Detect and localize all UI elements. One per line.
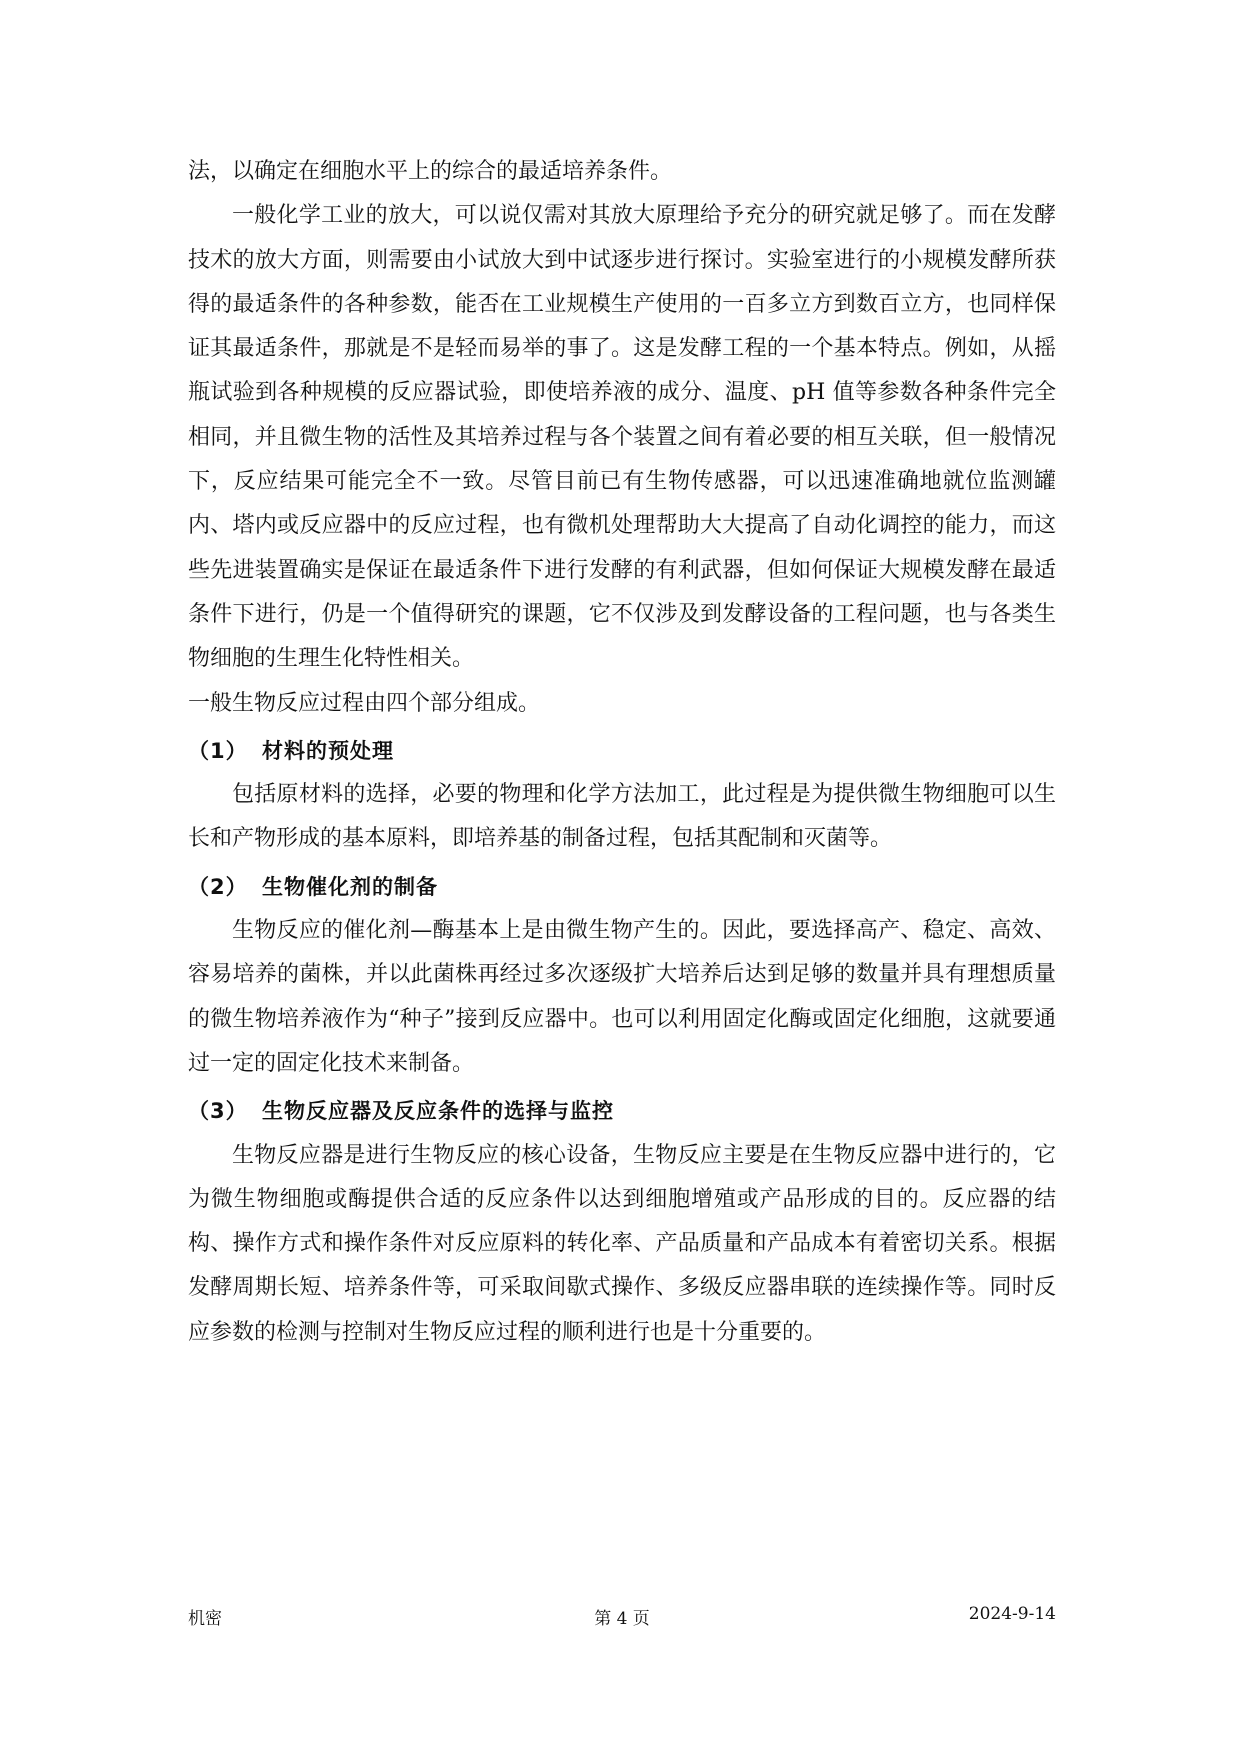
section-title: 生物催化剂的制备 bbox=[262, 874, 438, 899]
paragraph-scale-up: 一般化学工业的放大，可以说仅需对其放大原理给予充分的研究就足够了。而在发酵技术的放大方面，则需要由小试放大到中试逐步进行探讨。实验室进行的小规模发酵所获得的最适条件的各种参数，能否在工业规模生产使用的一百多立方到数百立方，也同样保证其最适条件，那就是不是轻而易举的事了。这是发酵工程的一个基本特点。例如，从摇瓶试验到各种规模的反应器试验，即使培养液的成分、温度、pH 值等参数各种条件完全相同，并且微生物的活性及其培养过程与各个装置之间有着必要的相互关联，但一般情况下，反应结果可能完全不一致。尽管目前已有生物传感器，可以迅速准确地就位监测罐内、塔内或反应器中的反应过程，也有微机处理帮助大大提高了自动化调控的能力，而这些先进装置确实是保证在最适条件下进行发酵的有利武器，但如何保证大规模发酵在最适条件下进行，仍是一个值得研究的课题，它不仅涉及到发酵设备的工程问题，也与各类生物细胞的生理生化特性相关。 bbox=[188, 203, 1056, 672]
section-number: （3） bbox=[188, 1099, 248, 1124]
page-footer bbox=[188, 1604, 1056, 1630]
section-number: （1） bbox=[188, 738, 248, 763]
section-heading-2 bbox=[188, 865, 1056, 909]
paragraph-continuation: 法，以确定在细胞水平上的综合的最适培养条件。 bbox=[188, 159, 673, 184]
section-paragraph-3: 生物反应器是进行生物反应的核心设备，生物反应主要是在生物反应器中进行的，它为微生物细胞或酶提供合适的反应条件以达到细胞增殖或产品形成的目的。反应器的结构、操作方式和操作条件对反应原料的转化率、产品质量和产品成本有着密切关系。根据发酵周期长短、培养条件等，可采取间歇式操作、多级反应器串联的连续操作等。同时反应参数的检测与控制对生物反应过程的顺利进行也是十分重要的。 bbox=[188, 1142, 1056, 1345]
section-paragraph-2: 生物反应的催化剂—酶基本上是由微生物产生的。因此，要选择高产、稳定、高效、容易培养的菌株，并以此菌株再经过多次逐级扩大培养后达到足够的数量并具有理想质量的微生物培养液作为“种子”接到反应器中。也可以利用固定化酶或固定化细胞，这就要通过一定的固定化技术来制备。 bbox=[188, 918, 1056, 1076]
paragraph-process-intro: 一般生物反应过程由四个部分组成。 bbox=[188, 690, 541, 716]
section-paragraph-1: 包括原材料的选择，必要的物理和化学方法加工，此过程是为提供微生物细胞可以生长和产物形成的基本原料，即培养基的制备过程，包括其配制和灭菌等。 bbox=[188, 782, 1056, 852]
section-heading-3 bbox=[188, 1089, 1056, 1133]
document-body bbox=[188, 150, 1056, 1355]
section-heading-1 bbox=[188, 729, 1056, 773]
section-number: （2） bbox=[188, 874, 248, 899]
section-title: 材料的预处理 bbox=[262, 738, 394, 763]
footer-page-number: 第 4 页 bbox=[594, 1609, 650, 1629]
section-title: 生物反应器及反应条件的选择与监控 bbox=[262, 1099, 614, 1124]
footer-confidential-label: 机密 bbox=[188, 1609, 222, 1629]
footer-date: 2024-9-14 bbox=[968, 1604, 1056, 1624]
